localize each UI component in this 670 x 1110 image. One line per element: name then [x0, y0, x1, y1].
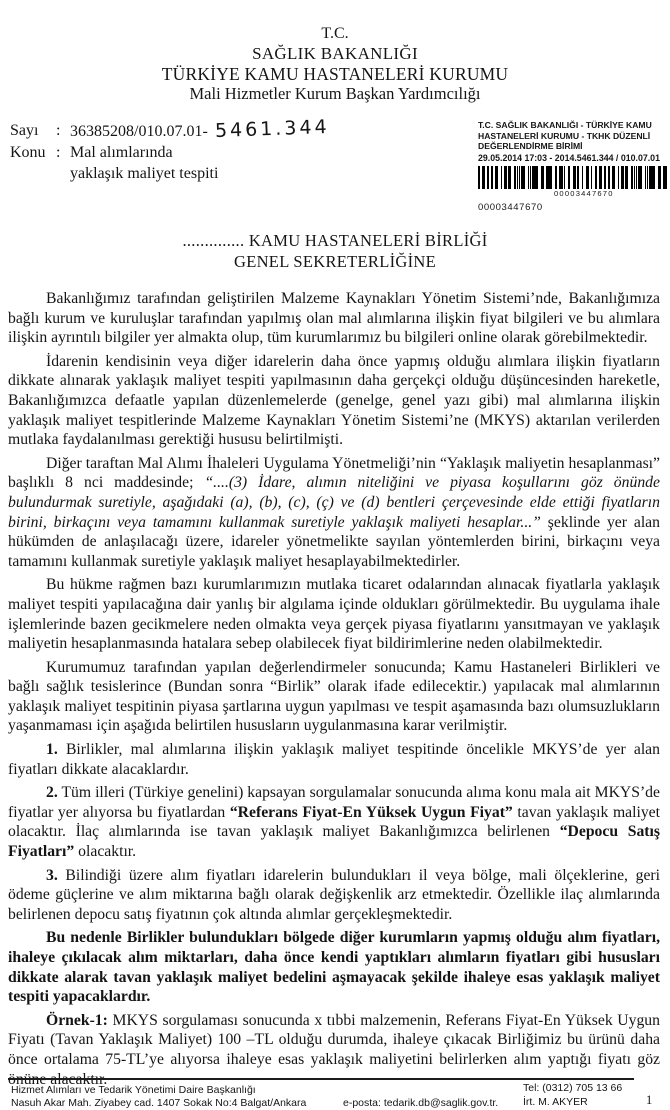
- konu-line1: Mal alımlarında: [70, 144, 173, 161]
- document-meta: [10, 116, 440, 184]
- list-item-3: [8, 866, 660, 925]
- item2-number: 2.: [46, 784, 58, 802]
- barcode: [478, 166, 667, 189]
- header-department: Mali Hizmetler Kurum Başkan Yardımcılığı: [189, 84, 481, 103]
- sayi-number-handwritten: 5461.344: [214, 116, 330, 142]
- footer-email: e-posta: tedarik.db@saglik.gov.tr.: [343, 1097, 499, 1109]
- registry-stamp: [478, 120, 670, 213]
- addressee-line2: GENEL SEKRETERLİĞİNE: [234, 252, 436, 271]
- page-number: 1: [646, 1093, 653, 1107]
- example-label: Örnek-1:: [46, 1011, 108, 1029]
- barcode-number: 00003447670: [554, 188, 614, 198]
- header-institution: TÜRKİYE KAMU HASTANELERİ KURUMU: [161, 64, 509, 84]
- paragraph3-tail: şeklinde yer alan hükümden de anlaşılacağı üzere, idareler yönetmelikte sayılan yöntemlerden birini, birkaçını veya tamamını kullanmak suretiyle yaklaşık maliyet hesaplayabilmektedirler.: [8, 513, 660, 570]
- footer-department: Hizmet Alımları ve Tedarik Yönetimi Daire Başkanlığı: [11, 1084, 256, 1096]
- item1-number: 1.: [46, 741, 58, 759]
- body-paragraph-4: Bu hükme rağmen bazı kurumlarımızın mutlaka ticaret odalarından alınacak fiyatlarla yaklaşık maliyet tespiti yapılacağına dair yanlış bir algılama içinde oldukları görülmektedir. Bu uygulama ihale işlemlerinde bazen gecikmelere neden olmakta veya gerçek piyasa fiyatlarını yansıtmayan ve yaklaşık maliyetin hesaplanmasında hatalara sebep olabilecek fiyat bildirimlerine neden olabilmektedir.: [8, 576, 660, 653]
- item2-tail: olacaktır.: [74, 843, 137, 861]
- body-paragraph-1: Bakanlığımız tarafından geliştirilen Malzeme Kaynakları Yönetim Sistemi’nde, Bakanlığımıza bağlı kurum ve kuruluşlar tarafından yapılmış olan mal alımlarına ilişkin fiyat bilgileri ve bu alımlara ilişkin ayrıntılı bilgiler yer almakta olup, tüm kurumlarımız bu bilgileri online olarak görebilmektedir.: [8, 290, 660, 347]
- konu-row: [10, 142, 440, 184]
- item3-text: Bilindiği üzere alım fiyatları idarelerin bulundukları il veya bölge, mali ölçeklerine, geri ödeme güçlerine ve alım miktarına bağlı olarak değişkenlik arz etmektedir. Özellikle ilaç alımlarında belirlenen depocu satış fiyatının çok altında alımlar gerçekleşmektedir.: [8, 866, 660, 923]
- sayi-number-typed: 36385208/010.07.01-: [70, 123, 208, 140]
- item3-number: 3.: [46, 866, 58, 884]
- document-number: 00003447670: [478, 201, 543, 213]
- footer-divider: [8, 1078, 634, 1080]
- stamp-line3: DEĞERLENDİRME BİRİMİ: [478, 141, 583, 152]
- sayi-value: [70, 116, 440, 142]
- addressee: [0, 230, 670, 272]
- body-paragraph-5: Kurumumuz tarafından yapılan değerlendirmeler sonucunda; Kamu Hastaneleri Birlikleri ve bağlı sağlık tesislerince (Bundan sonra “Birlik” olarak ifade edilecektir.) yapılacak mal alımlarının yaklaşık maliyet tespitinin piyasa şartlarına uygun yapılması ve tespit aşamasında bazı olumsuzlukların yaşanmaması için aşağıda belirtilen hususların uygulanmasına karar verilmiştir.: [8, 658, 660, 735]
- paragraph3-regulation-quote: “....(3) İdare, alımın niteliğini ve piyasa koşullarını göz önünde bulundurmak suretiyle, aşağıdaki (a), (b), (c), (ç) ve (d) bentleri çerçevesinde elde ettiği fiyatların birini, birkaçını veya tamamını kullanmak suretiyle yaklaşık maliyeti hesaplar...”: [8, 474, 660, 531]
- konu-line2: yaklaşık maliyet tespiti: [70, 165, 219, 182]
- example-text: MKYS sorgulaması sonucunda x tıbbi malzemenin, Referans Fiyat-En Yüksek Uygun Fiyatı (Tavan Yaklaşık Maliyet) 100 –TL olduğu durumda, ihaleye çıkacak Birliğimiz bu ürünü daha önce ortalama 75-TL’ye alıyorsa ihaleye esas yaklaşık maliyetini belirlerken alım yaptığı fiyatı göz önüne alacaktır.: [8, 1011, 660, 1088]
- letter-body: [8, 289, 660, 1089]
- body-paragraph-3: [8, 454, 660, 572]
- addressee-line1: .............. KAMU HASTANELERİ BİRLİĞİ: [182, 231, 488, 250]
- footer-address: Nasuh Akar Mah. Ziyabey cad. 1407 Sokak No:4 Balgat/Ankara: [11, 1097, 307, 1109]
- emphasis-paragraph: Bu nedenle Birlikler bulundukları bölgede diğer kurumların yapmış olduğu alım fiyatları, ihaleye çıkılacak alım miktarları, daha önce kendi yaptıkları alımların fiyatları gibi hususları dikkate alarak tavan yaklaşık maliyet bedelini aşmayacak şekilde ihaleye esas yaklaşık maliyet tespiti yapacaklardır.: [8, 929, 660, 1006]
- list-item-2: [8, 783, 660, 861]
- footer-contact-person: İrt. M. AKYER: [523, 1096, 588, 1108]
- paragraph3-lead: Diğer taraftan Mal Alımı İhaleleri Uygulama Yönetmeliği’nin “Yaklaşık maliyetin hesaplanması” başlıklı 8 nci maddesinde;: [8, 454, 660, 492]
- footer-telephone: Tel: (0312) 705 13 66: [523, 1082, 623, 1094]
- konu-colon: :: [56, 144, 61, 161]
- body-paragraph-2: İdarenin kendisinin veya diğer idarelerin daha önce yapmış olduğu alımlara ilişkin fiyatların dikkate alınarak yaklaşık maliyet tespiti yapılmasının daha gerçekçi olduğu düşüncesinden hareketle, Bakanlığımızca defaatle yapılan düzenlemelerde (genelge, genel yazı gibi) mal alımlarına ilişkin yaklaşık maliyet tespitlerinde Malzeme Kaynakları Yönetim Sistemi’ne (MKYS) aktarılan verilerden mutlaka faydalanılması gerektiği hususu belirtilmişti.: [8, 352, 660, 449]
- letterhead: [0, 24, 670, 104]
- stamp-line2: HASTANELERİ KURUMU - TKHK DÜZENLİ: [478, 130, 651, 141]
- header-tc: T.C.: [321, 25, 349, 42]
- item2-bold-reference-price: “Referans Fiyat-En Yüksek Uygun Fiyat”: [229, 803, 513, 821]
- item2-bold-wholesale-price: “Depocu Satış Fiyatları”: [8, 823, 660, 861]
- konu-value: [70, 142, 440, 184]
- item2-lead: Tüm illeri (Türkiye genelini) kapsayan sorgulamalar sonucunda alıma konu mala ait MKYS’de fiyatlar yer alıyorsa bu fiyatlardan: [8, 784, 660, 821]
- list-item-1: [8, 740, 660, 779]
- sayi-label: Sayı: [10, 122, 39, 139]
- stamp-line1: T.C. SAĞLIK BAKANLIĞI - TÜRKİYE KAMU: [478, 120, 652, 130]
- header-ministry: SAĞLIK BAKANLIĞI: [252, 44, 418, 63]
- sayi-colon: :: [56, 122, 61, 139]
- konu-label: Konu: [10, 144, 46, 161]
- stamp-date-line: 29.05.2014 17:03 - 2014.5461.344 / 010.07.01: [478, 152, 660, 163]
- item1-text: Birlikler, mal alımlarına ilişkin yaklaşık maliyet tespitinde öncelikle MKYS’de yer alan fiyatları dikkate alacaklardır.: [8, 741, 660, 778]
- item2-mid: tavan yaklaşık maliyet olacaktır. İlaç alımlarında ise tavan yaklaşık maliyet Bakanlığımızca belirlenen: [8, 803, 660, 841]
- sayi-row: [10, 116, 440, 142]
